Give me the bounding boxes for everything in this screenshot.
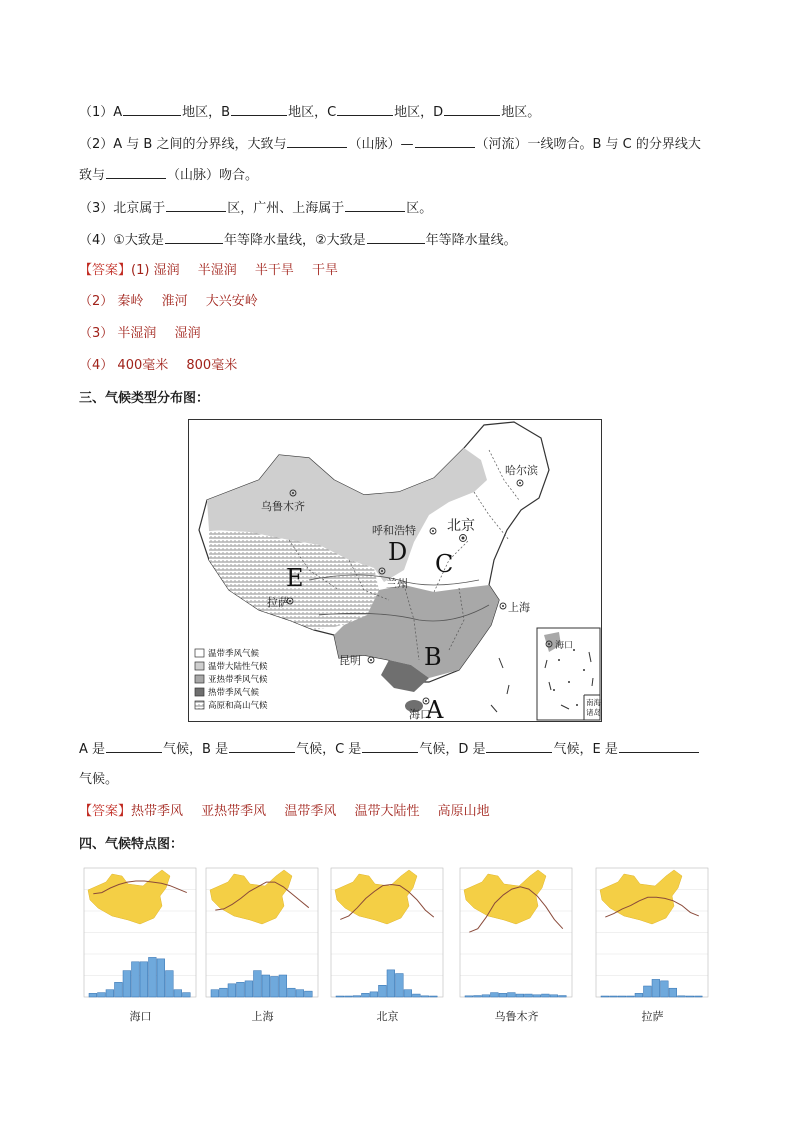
answer-line-3 bbox=[79, 324, 201, 344]
q-sub2a bbox=[79, 133, 701, 155]
climograph bbox=[454, 858, 579, 1007]
precip-bar bbox=[211, 990, 219, 997]
q-text: 气候，B 是 bbox=[163, 742, 229, 757]
legend-label: 亚热带季风气候 bbox=[208, 675, 268, 685]
precip-bar bbox=[610, 996, 618, 997]
precip-bar bbox=[627, 996, 635, 997]
precip-bar bbox=[695, 996, 703, 997]
precip-bar bbox=[482, 995, 490, 997]
climograph-svg bbox=[78, 858, 203, 1003]
answer-blank[interactable] bbox=[345, 197, 405, 212]
answer-item: 干旱 bbox=[312, 263, 339, 278]
answer-blank[interactable] bbox=[106, 738, 162, 753]
precip-bar bbox=[115, 982, 123, 997]
q-text: 区，广州、上海属于 bbox=[227, 201, 345, 216]
climograph-svg bbox=[454, 858, 579, 1003]
answer-prefix: （3） bbox=[79, 326, 114, 341]
answer-item: 秦岭 bbox=[117, 294, 144, 309]
answer-item: 湿润 bbox=[153, 263, 180, 278]
precip-bar bbox=[228, 984, 236, 997]
legend-label: 高原和高山气候 bbox=[208, 701, 268, 711]
q-text: （4）①大致是 bbox=[79, 233, 164, 248]
precip-bar bbox=[491, 993, 499, 997]
precip-bar bbox=[271, 976, 279, 997]
precip-bar bbox=[336, 996, 344, 997]
q-text: （2）A 与 B 之间的分界线，大致与 bbox=[79, 137, 287, 152]
q-sub3 bbox=[79, 197, 432, 219]
city-label: 拉萨 bbox=[267, 596, 289, 609]
answer-blank[interactable] bbox=[287, 133, 347, 148]
legend-label: 热带季风气候 bbox=[208, 688, 260, 698]
precip-bar bbox=[149, 957, 157, 997]
china-map-thumbnail bbox=[600, 870, 682, 924]
answer-blank[interactable] bbox=[362, 738, 418, 753]
precip-bar bbox=[370, 992, 378, 997]
q-text: A 是 bbox=[79, 742, 106, 757]
answer-item: 半湿润 bbox=[197, 263, 237, 278]
precip-bar bbox=[413, 994, 421, 997]
precip-bar bbox=[474, 996, 482, 997]
map-question-end: 气候。 bbox=[79, 772, 119, 787]
china-map-thumbnail bbox=[335, 870, 417, 924]
climograph-city-label: 海口 bbox=[129, 1010, 152, 1023]
answer-item: 大兴安岭 bbox=[205, 294, 258, 309]
q-text: 年等降水量线，②大致是 bbox=[223, 233, 366, 248]
precip-bar bbox=[106, 990, 114, 997]
q-text: 气候，E 是 bbox=[553, 742, 618, 757]
precip-bar bbox=[678, 996, 686, 997]
city-label: 海口 bbox=[409, 708, 431, 721]
climograph-svg bbox=[200, 858, 325, 1003]
answer-blank[interactable] bbox=[337, 101, 393, 116]
answer-blank[interactable] bbox=[231, 101, 287, 116]
precip-bar bbox=[305, 991, 313, 997]
precip-bar bbox=[288, 988, 296, 997]
answer-item: 800毫米 bbox=[186, 358, 238, 373]
precip-bar bbox=[379, 985, 387, 997]
q-text: 区。 bbox=[406, 201, 433, 216]
q-text: （河流）一线吻合。B 与 C 的分界线大 bbox=[475, 137, 701, 152]
precip-bar bbox=[89, 993, 97, 997]
answer-blank[interactable] bbox=[166, 197, 226, 212]
climograph-city-label: 上海 bbox=[251, 1010, 274, 1023]
precip-bar bbox=[353, 996, 361, 997]
q-text: 地区，B bbox=[182, 105, 231, 120]
precip-bar bbox=[254, 971, 262, 997]
answer-blank[interactable] bbox=[444, 101, 500, 116]
city-label: 哈尔滨 bbox=[505, 464, 538, 477]
city-label: 北京 bbox=[447, 518, 475, 534]
answer-line-2 bbox=[79, 292, 258, 312]
region-letter-e: E bbox=[286, 564, 304, 592]
precip-bar bbox=[661, 981, 669, 997]
answer-item: 400毫米 bbox=[117, 358, 169, 373]
svg-text:诸岛: 诸岛 bbox=[586, 708, 601, 717]
precip-bar bbox=[237, 982, 245, 997]
climograph-city-label: 乌鲁木齐 bbox=[494, 1010, 539, 1023]
precip-bar bbox=[559, 996, 567, 997]
legend-label: 温带大陆性气候 bbox=[208, 662, 268, 672]
q-sub4 bbox=[79, 229, 517, 251]
china-climate-map-svg bbox=[189, 420, 601, 721]
q-text: 致与 bbox=[79, 168, 106, 183]
q-sub1 bbox=[79, 101, 540, 123]
precip-bar bbox=[220, 988, 228, 997]
china-map-thumbnail bbox=[88, 870, 170, 924]
map-question bbox=[79, 738, 700, 760]
precip-bar bbox=[157, 959, 165, 997]
answer-tag: 【答案】 bbox=[79, 804, 132, 819]
precip-bar bbox=[345, 996, 353, 997]
answer-blank[interactable] bbox=[165, 229, 223, 244]
precip-bar bbox=[533, 995, 541, 997]
city-label: 海口 bbox=[555, 641, 574, 651]
map-legend bbox=[195, 648, 268, 711]
climograph-svg bbox=[590, 858, 715, 1003]
city-label: 昆明 bbox=[339, 654, 361, 667]
section-heading: 三、气候类型分布图： bbox=[79, 391, 210, 406]
precip-bar bbox=[183, 993, 191, 997]
precip-bar bbox=[132, 962, 140, 997]
precip-bar bbox=[550, 995, 558, 997]
q-text: （山脉）— bbox=[348, 137, 414, 152]
precip-bar bbox=[525, 994, 533, 997]
answer-blank[interactable] bbox=[619, 738, 699, 753]
precip-bar bbox=[652, 979, 660, 997]
answer-line-1 bbox=[79, 261, 338, 281]
precip-bar bbox=[542, 994, 550, 997]
answer-item: 湿润 bbox=[174, 326, 201, 341]
answer-blank[interactable] bbox=[123, 101, 181, 116]
climate-map bbox=[188, 419, 602, 722]
answer-prefix: （4） bbox=[79, 358, 114, 373]
city-label: 兰州 bbox=[386, 577, 408, 590]
climograph bbox=[78, 858, 203, 1007]
q-text: （山脉）吻合。 bbox=[167, 168, 259, 183]
precip-bar bbox=[635, 993, 643, 997]
svg-text:南海: 南海 bbox=[586, 698, 601, 707]
precip-bar bbox=[601, 996, 609, 997]
climograph bbox=[590, 858, 715, 1007]
precip-bar bbox=[362, 993, 370, 997]
answer-item: 淮河 bbox=[161, 294, 188, 309]
city-label: 乌鲁木齐 bbox=[261, 500, 305, 513]
precip-bar bbox=[123, 971, 131, 997]
precip-bar bbox=[421, 996, 429, 997]
precip-bar bbox=[166, 971, 174, 997]
region-letter-c: C bbox=[435, 550, 454, 578]
answer-prefix: （2） bbox=[79, 294, 114, 309]
q-text: 气候，D 是 bbox=[419, 742, 486, 757]
precip-bar bbox=[499, 993, 507, 997]
precip-bar bbox=[644, 986, 652, 997]
climograph bbox=[200, 858, 325, 1007]
precip-bar bbox=[404, 990, 412, 997]
q-text: （1）A bbox=[79, 105, 123, 120]
region-letter-d: D bbox=[388, 538, 408, 566]
section-heading: 四、气候特点图： bbox=[79, 837, 184, 852]
precip-bar bbox=[516, 994, 524, 997]
answer-blank[interactable] bbox=[486, 738, 552, 753]
answer-prefix: (1) bbox=[131, 263, 150, 278]
precip-bar bbox=[296, 990, 304, 997]
answer-item: 温带大陆性 bbox=[354, 804, 420, 819]
q-text: 地区，D bbox=[394, 105, 444, 120]
precip-bar bbox=[430, 996, 438, 997]
answer-item: 半干旱 bbox=[254, 263, 294, 278]
city-label: 呼和浩特 bbox=[372, 524, 416, 537]
climograph-city-label: 北京 bbox=[376, 1010, 399, 1023]
legend-label: 温带季风气候 bbox=[208, 649, 260, 659]
precip-bar bbox=[465, 996, 473, 997]
answer-item: 半湿润 bbox=[117, 326, 157, 341]
region-letter-b: B bbox=[424, 643, 442, 671]
precip-bar bbox=[618, 996, 626, 997]
precip-bar bbox=[279, 975, 287, 997]
precip-bar bbox=[396, 974, 404, 997]
precip-bar bbox=[686, 996, 694, 997]
q-text: 地区。 bbox=[501, 105, 541, 120]
answer-item: 热带季风 bbox=[131, 804, 184, 819]
climograph-city-label: 拉萨 bbox=[641, 1010, 664, 1023]
precip-bar bbox=[669, 988, 677, 997]
answer-item: 亚热带季风 bbox=[201, 804, 267, 819]
region-letter-a: A bbox=[426, 696, 444, 721]
answer-blank[interactable] bbox=[415, 133, 475, 148]
answer-item: 温带季风 bbox=[284, 804, 337, 819]
precip-bar bbox=[98, 993, 106, 997]
q-text: 气候，C 是 bbox=[296, 742, 362, 757]
climograph-svg bbox=[325, 858, 450, 1003]
precip-bar bbox=[174, 990, 182, 997]
climograph bbox=[325, 858, 450, 1007]
answer-blank[interactable] bbox=[106, 164, 166, 179]
answer-blank[interactable] bbox=[367, 229, 425, 244]
precip-bar bbox=[387, 970, 395, 997]
precip-bar bbox=[262, 975, 270, 997]
city-label: 上海 bbox=[508, 601, 530, 614]
answer-tag: 【答案】 bbox=[79, 263, 132, 278]
answer-blank[interactable] bbox=[229, 738, 295, 753]
china-map-thumbnail bbox=[210, 870, 292, 924]
precip-bar bbox=[508, 993, 516, 997]
china-map-thumbnail bbox=[464, 870, 546, 924]
precip-bar bbox=[140, 962, 148, 997]
answer-line-4 bbox=[79, 356, 237, 376]
answer-item: 高原山地 bbox=[437, 804, 490, 819]
precip-bar bbox=[245, 981, 253, 997]
q-text: 年等降水量线。 bbox=[425, 233, 517, 248]
q-sub2b bbox=[79, 164, 258, 186]
map-answer-line bbox=[79, 802, 490, 822]
q-text: 地区，C bbox=[288, 105, 337, 120]
q-text: （3）北京属于 bbox=[79, 201, 166, 216]
